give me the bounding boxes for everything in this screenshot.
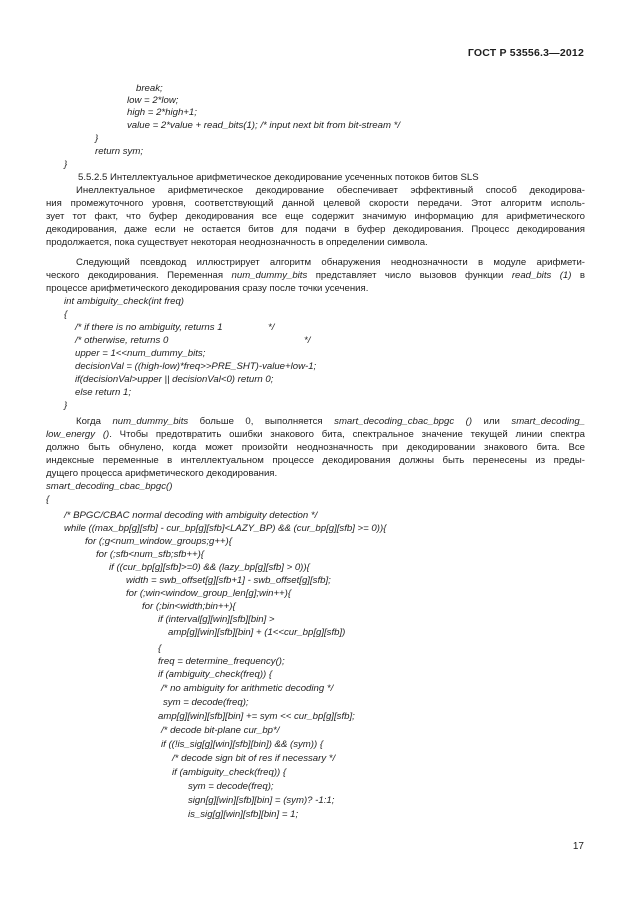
- paragraph-line: продолжается, пока существует некоторая неоднозначность в определении символа.: [46, 237, 428, 248]
- code-line: sym = decode(freq);: [188, 781, 274, 792]
- paragraph-line: индексные переменные в интеллектуальном процессе декодирования должны быть перенесены из преды-: [46, 455, 585, 466]
- code-line: /* decode bit-plane cur_bp*/: [161, 725, 280, 736]
- code-line: if ((!is_sig[g][win][sfb][bin]) && (sym)) {: [161, 739, 324, 750]
- code-line: }: [95, 133, 99, 144]
- section-heading: 5.5.2.5 Интеллектуальное арифметическое декодирование усеченных потоков битов SLS: [78, 172, 479, 183]
- code-line: /* otherwise, returns 0: [75, 335, 169, 346]
- code-line: /* BPGC/CBAC normal decoding with ambiguity detection */: [64, 510, 318, 521]
- code-line: for (;win<window_group_len[g];win++){: [126, 588, 292, 599]
- paragraph-line: дущего процесса арифметического декодирования.: [46, 468, 278, 479]
- code-line: if(decisionVal>upper || decisionVal<0) return 0;: [75, 374, 274, 385]
- paragraph-line: ния промежуточного уровня, соответствующий данной целевой скорости передачи. Этот алгоритм исполь-: [46, 198, 585, 209]
- code-line: sign[g][win][sfb][bin] = (sym)? -1:1;: [188, 795, 335, 806]
- code-line: if (ambiguity_check(freq)) {: [172, 767, 287, 778]
- code-line: /* decode sign bit of res if necessary */: [172, 753, 336, 764]
- code-line: /* if there is no ambiguity, returns 1: [75, 322, 223, 333]
- code-line: {: [64, 309, 68, 320]
- code-line: width = swb_offset[g][sfb+1] - swb_offset[g][sfb];: [126, 575, 331, 586]
- code-line: amp[g][win][sfb][bin] + (1<<cur_bp[g][sfb]): [168, 627, 346, 638]
- page-number: 17: [572, 841, 584, 852]
- paragraph-line: Инеллектуальное арифметическое декодирование обеспечивает эффективный способ декодирова-: [76, 185, 585, 196]
- code-line: {: [46, 494, 50, 505]
- code-line: amp[g][win][sfb][bin] += sym << cur_bp[g][sfb];: [158, 711, 355, 722]
- code-line: value = 2*value + read_bits(1); /* input next bit from bit-stream */: [127, 120, 401, 131]
- document-header: ГОСТ Р 53556.3—2012: [467, 47, 584, 59]
- code-line: is_sig[g][win][sfb][bin] = 1;: [188, 809, 299, 820]
- code-line: }: [64, 159, 68, 170]
- code-line: }: [64, 400, 68, 411]
- code-line: sym = decode(freq);: [163, 697, 249, 708]
- code-line: else return 1;: [75, 387, 131, 398]
- code-line: if ((cur_bp[g][sfb]>=0) && (lazy_bp[g][sfb] > 0)){: [109, 562, 310, 573]
- code-line: break;: [136, 83, 163, 94]
- paragraph-line: зует тот факт, что буфер декодирования все еще содержит значимую информацию для арифметического: [46, 211, 585, 222]
- paragraph-line: декодирования, даже если не остается битов для подачи в буфер декодирования. Процесс декодирования: [46, 224, 585, 235]
- code-line: if (ambiguity_check(freq)) {: [158, 669, 273, 680]
- code-line: if (interval[g][win][sfb][bin] >: [158, 614, 275, 625]
- code-line: upper = 1<<num_dummy_bits;: [75, 348, 206, 359]
- paragraph-line: Следующий псевдокод иллюстрирует алгоритм обнаружения неоднозначности в модуле арифмети-: [76, 257, 585, 268]
- code-line: return sym;: [95, 146, 143, 157]
- paragraph-line: процессе арифметического декодирования сразу после точки усечения.: [46, 283, 369, 294]
- code-line: high = 2*high+1;: [127, 107, 197, 118]
- code-line: decisionVal = ((high-low)*freq>>PRE_SHT)-value+low-1;: [75, 361, 317, 372]
- code-line: */: [304, 335, 311, 346]
- code-line: {: [158, 643, 162, 654]
- code-line: for (;bin<width;bin++){: [142, 601, 236, 612]
- code-line: */: [268, 322, 275, 333]
- code-line: while ((max_bp[g][sfb] - cur_bp[g][sfb]<LAZY_BP) && (cur_bp[g][sfb] >= 0)){: [64, 523, 387, 534]
- code-line: freq = determine_frequency();: [158, 656, 285, 667]
- code-line: int ambiguity_check(int freq): [64, 296, 184, 307]
- code-line: for (;sfb<num_sfb;sfb++){: [96, 549, 204, 560]
- paragraph-line: должно быть обнулено, когда может произойти неоднозначность при декодировании знакового бита. Все: [46, 442, 585, 453]
- code-line: smart_decoding_cbac_bpgc(): [46, 481, 173, 492]
- paragraph-line: Когда num_dummy_bits больше 0, выполняется smart_decoding_cbac_bpgc () или smart_decoding_: [76, 416, 585, 427]
- code-line: /* no ambiguity for arithmetic decoding */: [161, 683, 334, 694]
- paragraph-line: ческого декодирования. Переменная num_dummy_bits представляет число вызовов функции read_bits (1) в: [46, 270, 586, 281]
- paragraph-line: low_energy (). Чтобы предотвратить ошибки знакового бита, спектральное значение текущей линии спектра: [46, 429, 585, 440]
- code-line: low = 2*low;: [127, 95, 179, 106]
- code-line: for (;g<num_window_groups;g++){: [85, 536, 232, 547]
